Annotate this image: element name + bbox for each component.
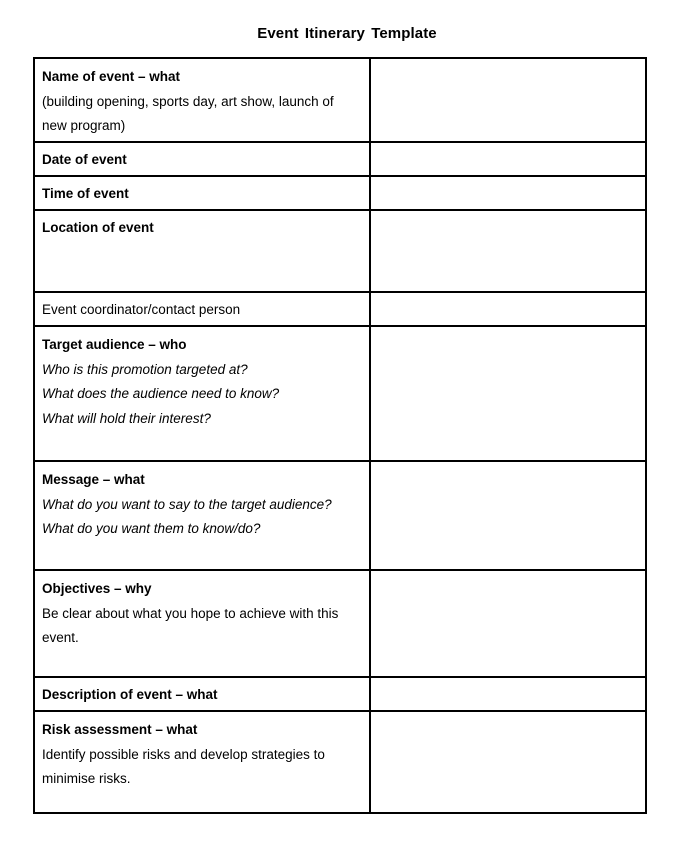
label-cell [34,570,370,677]
label-cell [34,677,370,711]
value-text [371,712,645,720]
table-row-time-of-event [34,176,646,210]
value-text [371,462,645,470]
row-description: What does the audience need to know? [42,386,280,401]
page-title: Event Itinerary Template [257,25,437,42]
label-cell [34,292,370,326]
label-cell [34,58,370,142]
table-row-objectives [34,570,646,677]
label-cell [34,176,370,210]
label-cell [34,210,370,292]
value-text [371,211,645,219]
row-heading: Message – what [42,472,145,487]
value-text [371,678,645,686]
table-row-description-of-event [34,677,646,711]
row-heading: Event coordinator/contact person [42,302,241,317]
value-cell-event-coordinator[interactable] [370,292,646,326]
value-text [371,571,645,579]
value-cell-risk-assessment[interactable] [370,711,646,813]
row-description: Identify possible risks and develop strategies to [42,746,325,762]
row-heading: Risk assessment – what [42,722,198,737]
table-row-event-coordinator [34,292,646,326]
itinerary-table [33,57,647,814]
value-text [371,327,645,335]
row-description: Be clear about what you hope to achieve with this [42,605,339,621]
label-cell [34,326,370,461]
value-cell-date-of-event[interactable] [370,142,646,176]
table-row-date-of-event [34,142,646,176]
row-heading: Target audience – who [42,337,187,352]
value-text [371,177,645,185]
value-cell-name-of-event[interactable] [370,58,646,142]
row-description: What do you want them to know/do? [42,521,261,536]
value-cell-location-of-event[interactable] [370,210,646,292]
value-cell-target-audience[interactable] [370,326,646,461]
value-text [371,293,645,301]
row-description: minimise risks. [42,771,131,786]
table-row-risk-assessment [34,711,646,813]
label-cell [34,142,370,176]
value-cell-description-of-event[interactable] [370,677,646,711]
row-description: What do you want to say to the target audience? [42,496,332,512]
table-row-target-audience [34,326,646,461]
value-text [371,59,645,67]
table-row-name-of-event [34,58,646,142]
row-description: (building opening, sports day, art show, launch of [42,93,334,109]
row-heading: Time of event [42,186,129,201]
table-row-location-of-event [34,210,646,292]
value-cell-message[interactable] [370,461,646,570]
row-description: What will hold their interest? [42,410,211,426]
value-cell-objectives[interactable] [370,570,646,677]
row-heading: Description of event – what [42,687,218,702]
row-description: Who is this promotion targeted at? [42,361,248,377]
value-text [371,143,645,151]
row-heading: Name of event – what [42,69,181,84]
row-heading: Date of event [42,152,127,167]
row-heading: Location of event [42,220,154,235]
row-description: event. [42,630,79,645]
label-cell [34,461,370,570]
value-cell-time-of-event[interactable] [370,176,646,210]
table-row-message [34,461,646,570]
row-heading: Objectives – why [42,581,152,596]
row-description: new program) [42,118,126,133]
label-cell [34,711,370,813]
